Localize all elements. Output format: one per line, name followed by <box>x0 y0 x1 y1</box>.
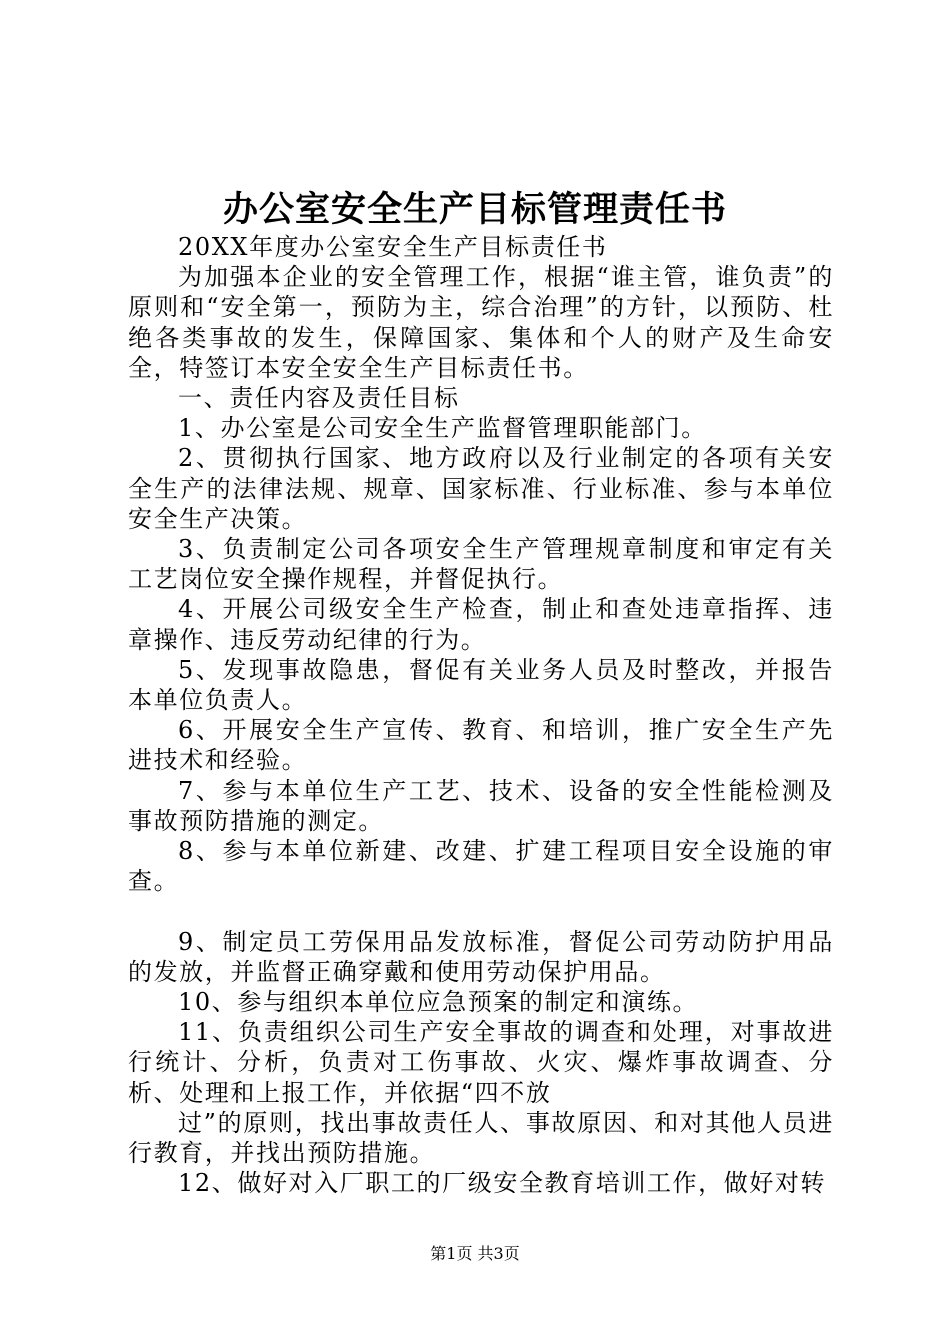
paragraph-year-heading: 20XX年度办公室安全生产目标责任书 <box>178 233 608 261</box>
page-number-footer: 第1页 共3页 <box>430 1244 520 1263</box>
list-item-4: 4、开展公司级安全生产检查，制止和查处违章指挥、违章操作、违反劳动纪律的行为。 <box>128 595 834 654</box>
document-body <box>128 232 834 1198</box>
list-item-12: 12、做好对入厂职工的厂级安全教育培训工作，做好对转 <box>178 1169 827 1198</box>
list-item-6: 6、开展安全生产宣传、教育、和培训，推广安全生产先进技术和经验。 <box>128 716 834 775</box>
document-title: 办公室安全生产目标管理责任书 <box>222 189 727 230</box>
list-item-7: 7、参与本单位生产工艺、技术、设备的安全性能检测及事故预防措施的测定。 <box>128 776 834 835</box>
list-item-1: 1、办公室是公司安全生产监督管理职能部门。 <box>178 414 707 443</box>
list-item-5: 5、发现事故隐患，督促有关业务人员及时整改，并报告本单位负责人。 <box>128 655 834 715</box>
list-item-11: 11、负责组织公司生产安全事故的调查和处理，对事故进行统计、分析，负责对工伤事故、火灾、爆炸事故调查、分析、处理和上报工作，并依据“四不放 <box>128 1018 834 1107</box>
list-item-2: 2、贯彻执行国家、地方政府以及行业制定的各项有关安全生产的法律法规、规章、国家标准、行业标准、参与本单位安全生产决策。 <box>128 444 834 533</box>
paragraph-intro: 为加强本企业的安全管理工作，根据“谁主管，谁负责”的原则和“安全第一，预防为主，综合治理”的方针，以预防、杜绝各类事故的发生，保障国家、集体和个人的财产及生命安全，特签订本安全安全生产目标责任书。 <box>128 263 834 382</box>
list-item-10: 10、参与组织本单位应急预案的制定和演练。 <box>178 988 699 1017</box>
list-item-8: 8、参与本单位新建、改建、扩建工程项目安全设施的审查。 <box>128 837 834 896</box>
list-item-11-continued: 过”的原则，找出事故责任人、事故原因、和对其他人员进行教育，并找出预防措施。 <box>128 1108 834 1168</box>
section-heading-1: 一、责任内容及责任目标 <box>178 384 460 413</box>
blank-line <box>128 896 834 926</box>
list-item-9: 9、制定员工劳保用品发放标准，督促公司劳动防护用品的发放，并监督正确穿戴和使用劳动保护用品。 <box>128 927 834 986</box>
list-item-3: 3、负责制定公司各项安全生产管理规章制度和审定有关工艺岗位安全操作规程，并督促执行。 <box>128 535 834 594</box>
